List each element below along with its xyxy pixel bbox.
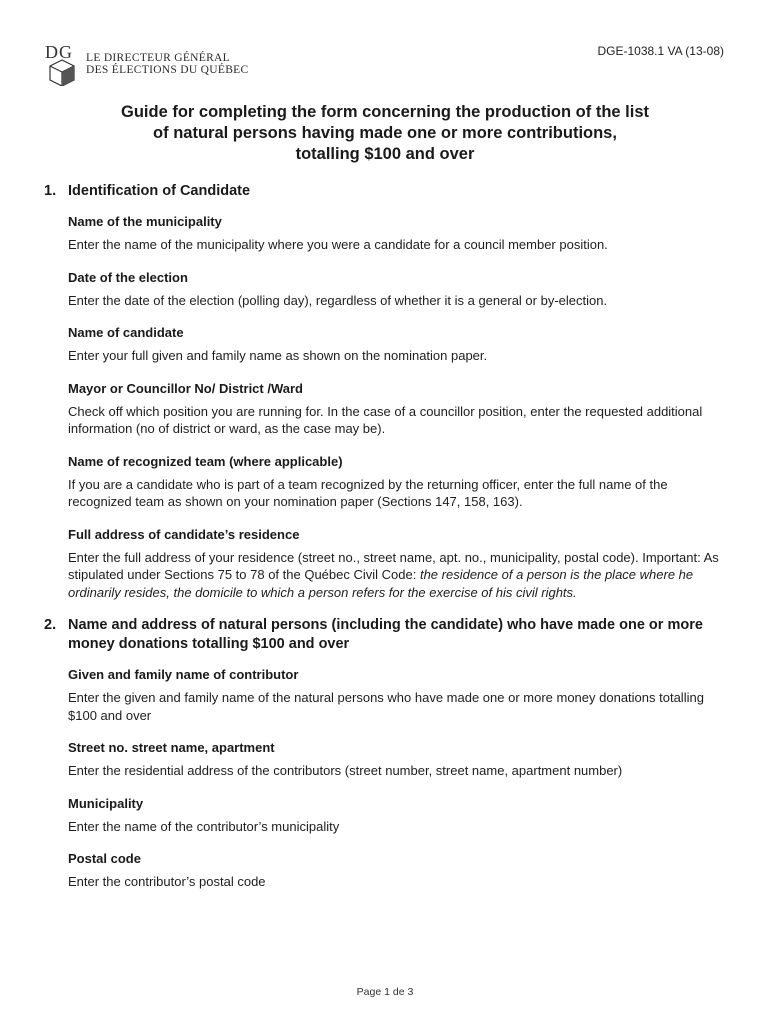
- item-text: Enter the given and family name of the natural persons who have made one or more money donations totalling $100 and over: [68, 690, 704, 723]
- section-heading: [44, 616, 734, 654]
- section-title: Identification of Candidate: [68, 183, 251, 199]
- item-recognized-team: [68, 453, 734, 511]
- organization-name: [86, 52, 248, 76]
- title-line-2: of natural persons having made one or more contributions,: [153, 124, 617, 142]
- item-label: Postal code: [68, 851, 141, 866]
- item-contributor-postal-code: [68, 850, 734, 891]
- item-text: Check off which position you are running for. In the case of a councillor position, enter the requested additional information (no of district or ward, as the case may be).: [68, 403, 703, 436]
- dge-logo-icon: [44, 40, 80, 86]
- item-contributor-name: [68, 666, 734, 724]
- item-candidate-name: [68, 324, 734, 365]
- item-election-date: [68, 269, 734, 310]
- item-text: Enter the name of the municipality where you were a candidate for a council member position.: [68, 237, 608, 252]
- item-text: [68, 549, 734, 602]
- item-label: Mayor or Councillor No/ District /Ward: [68, 380, 303, 396]
- item-label: Date of the election: [68, 269, 188, 285]
- item-text: Enter the contributor’s postal code: [68, 874, 266, 889]
- title-line-1: Guide for completing the form concerning the production of the list: [121, 103, 649, 121]
- item-text: If you are a candidate who is part of a team recognized by the returning officer, enter the full name of the recognized team as shown on your nomination paper (Sections 147, 158, 163).: [68, 476, 668, 509]
- item-label: Given and family name of contributor: [68, 667, 299, 682]
- item-text: Enter the residential address of the contributors (street number, street name, apartment number): [68, 763, 623, 778]
- title-line-3: totalling $100 and over: [295, 145, 475, 163]
- section-number: 1.: [44, 183, 57, 199]
- section-heading: [44, 182, 734, 201]
- section-title: Name and address of natural persons (including the candidate) who have made one or more money donations totalling $100 and over: [68, 617, 703, 652]
- item-text: Enter the date of the election (polling day), regardless of whether it is a general or by-election.: [68, 292, 608, 308]
- section-number: 2.: [44, 617, 57, 633]
- page-header: [44, 40, 734, 90]
- item-municipality-name: [68, 213, 734, 254]
- item-label: Name of the municipality: [68, 214, 222, 229]
- item-contributor-municipality: [68, 795, 734, 836]
- item-text-italic: the residence of a person is the place where he ordinarily resides, the domicile to which a person refers for the exercise of his civil rights.: [68, 567, 694, 600]
- item-label: Name of candidate: [68, 325, 184, 340]
- item-text: Enter the name of the contributor’s municipality: [68, 818, 340, 834]
- section-contributors: [44, 616, 734, 891]
- item-label: Full address of candidate’s residence: [68, 526, 300, 542]
- item-label: Municipality: [68, 795, 144, 811]
- item-label: Street no. street name, apartment: [68, 740, 275, 755]
- item-position: [68, 380, 734, 438]
- item-contributor-address: [68, 739, 734, 780]
- org-line-2: DES ÉLECTIONS DU QUÉBEC: [86, 64, 249, 76]
- item-text: Enter your full given and family name as shown on the nomination paper.: [68, 348, 488, 363]
- page-number: Page 1 de 3: [356, 986, 414, 998]
- org-line-1: LE DIRECTEUR GÉNÉRAL: [86, 52, 230, 64]
- item-text-regular: Enter the full address of your residence (street no., street name, apt. no., municipality, postal code). Important: As stipulated under Sections 75 to 78 of the Québec Civil Code:: [68, 549, 719, 582]
- item-residence-address: [68, 526, 734, 602]
- form-code: DGE-1038.1 VA (13-08): [597, 44, 724, 58]
- document-body: [44, 182, 734, 906]
- svg-text:D: D: [45, 42, 58, 62]
- svg-text:G: G: [59, 42, 72, 62]
- section-identification: [44, 182, 734, 601]
- document-title: [0, 102, 770, 165]
- item-label: Name of recognized team (where applicable): [68, 453, 343, 469]
